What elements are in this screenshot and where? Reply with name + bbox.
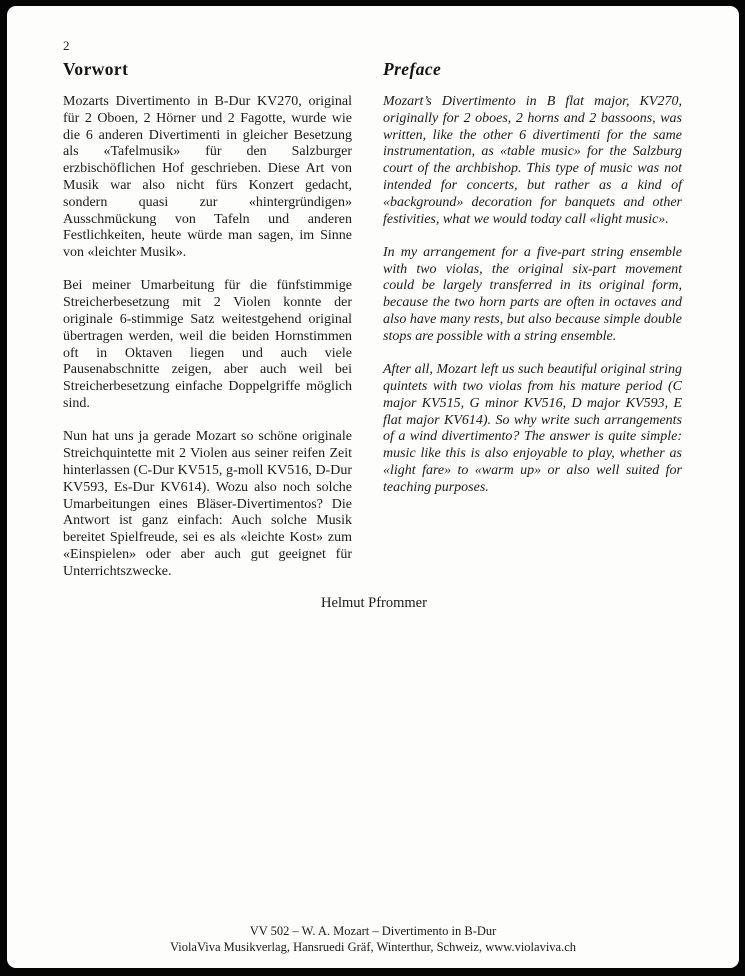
scanned-page xyxy=(7,6,739,968)
footer-edition-line: VV 502 – W. A. Mozart – Divertimento in B-Dur xyxy=(249,924,497,938)
two-column-layout xyxy=(63,59,685,581)
preface-heading: Preface xyxy=(383,59,442,79)
german-paragraph-2: Bei meiner Umarbeitung für die fünfstimmige Streicherbesetzung mit 2 Violen konnte der originale 6-stimmige Satz weitestgehend original übertragen werden, weil die beiden Hornstimmen oft in Oktaven liegen und auch viele Pausenabschnitte zeigen, aber auch weil bei Streicherbesetzung einfache Doppelgriffe möglich sind. xyxy=(63,278,352,412)
english-paragraph-1: Mozart’s Divertimento in B flat major, KV270, originally for 2 oboes, 2 horns and 2 bassoons, was written, like the other 6 divertimenti for the same instrumentation, as «table music» for the Salzburg court of the archbishop. This type of music was not intended for concerts, but rather as a kind of «background» decoration for banquets and other festivities, what we would today call «light music». xyxy=(383,94,682,227)
english-paragraph-2: In my arrangement for a five-part string ensemble with two violas, the original six-part movement could be largely transferred in its original form, because the two horn parts are often in octaves and also have many rests, but also because simple double stops are possible with a string ensemble. xyxy=(383,244,682,344)
footer-publisher-line: ViolaViva Musikverlag, Hansruedi Gräf, Winterthur, Schweiz, www.violaviva.ch xyxy=(169,940,577,954)
german-column xyxy=(63,59,352,581)
author-signature: Helmut Pfrommer xyxy=(321,594,427,611)
english-column xyxy=(383,59,682,497)
vorwort-heading: Vorwort xyxy=(63,59,129,79)
page-number: 2 xyxy=(63,38,70,53)
page-content xyxy=(63,38,685,612)
german-paragraph-1: Mozarts Divertimento in B-Dur KV270, original für 2 Oboen, 2 Hörner und 2 Fagotte, wurde wie die 6 anderen Divertimenti in gleicher Besetzung als «Tafelmusik» für den Salzburger erzbischöflichen Hof geschrieben. Diese Art von Musik war also nicht fürs Konzert gedacht, sondern quasi zur «hintergründigen» Ausschmückung von Tafeln und anderen Festlichkeiten, heute würde man sagen, im Sinne von «leichter Musik». xyxy=(63,94,352,261)
page-footer xyxy=(7,923,739,955)
german-paragraph-3: Nun hat uns ja gerade Mozart so schöne originale Streichquintette mit 2 Violen aus seiner reifen Zeit hinterlassen (C-Dur KV515, g-moll KV516, D-Dur KV593, Es-Dur KV614). Wozu also noch solche Umarbeitungen eines Bläser-Divertimentos? Die Antwort ist ganz einfach: Auch solche Musik bereitet Spielfreude, sei es als «leichte Kost» zum «Einspielen» oder aber auch gut geeignet für Unterrichtszwecke. xyxy=(63,429,352,579)
english-paragraph-3: After all, Mozart left us such beautiful original string quintets with two violas from his mature period (C major KV515, G minor KV516, D major KV593, E flat major KV614). So why write such arrangements of a wind divertimento? The answer is quite simple: music like this is also enjoyable to play, whether as «light fare» to «warm up» or also well suited for teaching purposes. xyxy=(383,362,682,495)
